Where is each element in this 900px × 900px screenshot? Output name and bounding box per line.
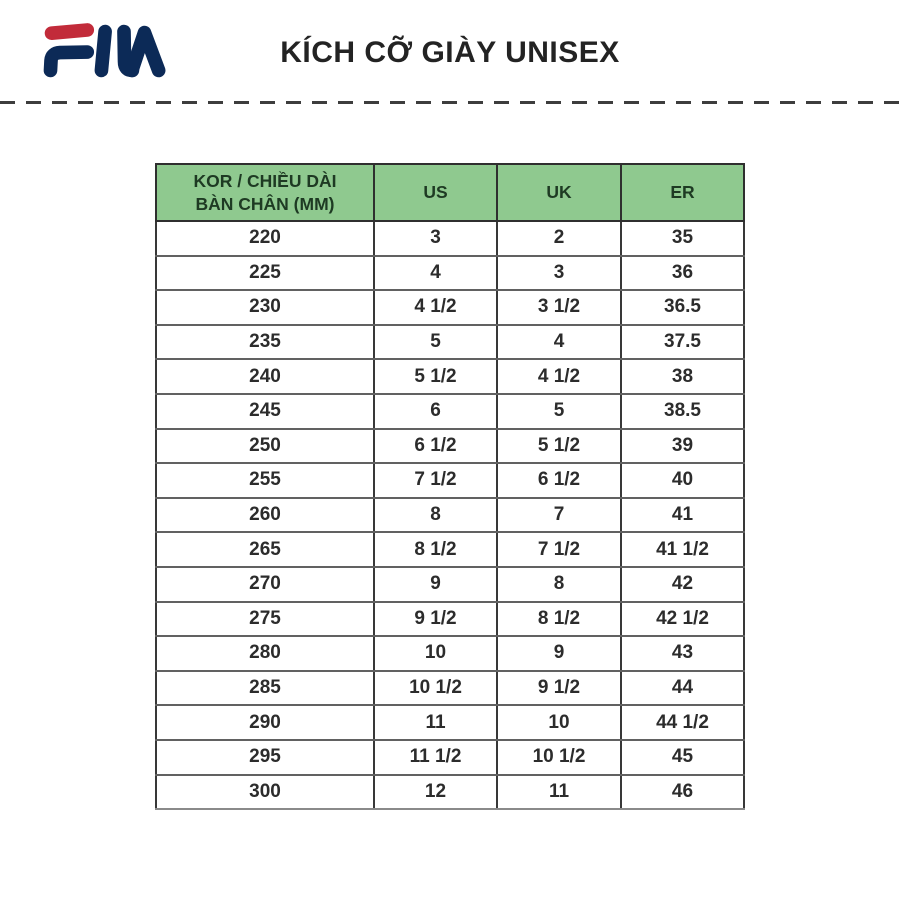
table-cell: 44 (621, 671, 744, 706)
table-cell: 9 (497, 636, 621, 671)
table-cell: 225 (156, 256, 374, 291)
column-header-kor-line1: KOR / CHIỀU DÀI (193, 171, 337, 192)
table-cell: 38.5 (621, 394, 744, 429)
table-cell: 35 (621, 221, 744, 256)
size-conversion-table (155, 163, 745, 810)
size-table-head (156, 164, 744, 221)
dashed-divider (0, 101, 900, 104)
table-row (156, 463, 744, 498)
size-table-body (156, 221, 744, 809)
table-cell: 8 1/2 (497, 602, 621, 637)
table-cell: 270 (156, 567, 374, 602)
table-cell: 42 1/2 (621, 602, 744, 637)
table-cell: 3 (497, 256, 621, 291)
column-header-kor (156, 164, 374, 221)
table-cell: 275 (156, 602, 374, 637)
column-header-uk: UK (497, 164, 621, 221)
table-row (156, 775, 744, 810)
table-cell: 41 (621, 498, 744, 533)
table-cell: 37.5 (621, 325, 744, 360)
table-cell: 8 (374, 498, 497, 533)
table-cell: 40 (621, 463, 744, 498)
table-cell: 45 (621, 740, 744, 775)
table-cell: 5 (374, 325, 497, 360)
table-cell: 42 (621, 567, 744, 602)
table-row (156, 636, 744, 671)
column-header-er: ER (621, 164, 744, 221)
table-cell: 290 (156, 705, 374, 740)
table-cell: 3 1/2 (497, 290, 621, 325)
table-cell: 6 1/2 (497, 463, 621, 498)
table-row (156, 256, 744, 291)
table-cell: 41 1/2 (621, 532, 744, 567)
table-header-row (156, 164, 744, 221)
table-row (156, 740, 744, 775)
table-cell: 250 (156, 429, 374, 464)
table-row (156, 325, 744, 360)
table-cell: 9 (374, 567, 497, 602)
table-cell: 8 (497, 567, 621, 602)
table-cell: 7 (497, 498, 621, 533)
table-cell: 280 (156, 636, 374, 671)
table-cell: 5 (497, 394, 621, 429)
page-title: KÍCH CỠ GIÀY UNISEX (280, 36, 620, 69)
table-cell: 265 (156, 532, 374, 567)
table-cell: 5 1/2 (497, 429, 621, 464)
table-cell: 240 (156, 359, 374, 394)
table-cell: 245 (156, 394, 374, 429)
table-cell: 8 1/2 (374, 532, 497, 567)
column-header-us: US (374, 164, 497, 221)
table-cell: 46 (621, 775, 744, 810)
table-cell: 235 (156, 325, 374, 360)
table-cell: 4 1/2 (374, 290, 497, 325)
table-cell: 5 1/2 (374, 359, 497, 394)
table-row (156, 498, 744, 533)
table-cell: 7 1/2 (497, 532, 621, 567)
table-cell: 10 (374, 636, 497, 671)
table-row (156, 429, 744, 464)
table-cell: 11 1/2 (374, 740, 497, 775)
table-row (156, 290, 744, 325)
table-cell: 6 1/2 (374, 429, 497, 464)
table-cell: 295 (156, 740, 374, 775)
table-cell: 255 (156, 463, 374, 498)
table-cell: 300 (156, 775, 374, 810)
table-row (156, 567, 744, 602)
table-cell: 4 (374, 256, 497, 291)
table-cell: 12 (374, 775, 497, 810)
table-row (156, 359, 744, 394)
table-cell: 230 (156, 290, 374, 325)
column-header-kor-line2: BÀN CHÂN (MM) (195, 193, 335, 214)
table-row (156, 671, 744, 706)
table-cell: 4 1/2 (497, 359, 621, 394)
table-row (156, 602, 744, 637)
table-row (156, 221, 744, 256)
table-row (156, 532, 744, 567)
table-cell: 38 (621, 359, 744, 394)
fila-logo-red-bar (52, 30, 88, 33)
table-cell: 10 1/2 (374, 671, 497, 706)
table-cell: 43 (621, 636, 744, 671)
table-cell: 7 1/2 (374, 463, 497, 498)
table-cell: 9 1/2 (374, 602, 497, 637)
table-cell: 39 (621, 429, 744, 464)
table-cell: 11 (497, 775, 621, 810)
table-cell: 36 (621, 256, 744, 291)
table-row (156, 394, 744, 429)
table-cell: 9 1/2 (497, 671, 621, 706)
table-cell: 4 (497, 325, 621, 360)
table-cell: 10 1/2 (497, 740, 621, 775)
table-cell: 285 (156, 671, 374, 706)
table-cell: 44 1/2 (621, 705, 744, 740)
table-cell: 2 (497, 221, 621, 256)
table-cell: 6 (374, 394, 497, 429)
table-cell: 10 (497, 705, 621, 740)
table-row (156, 705, 744, 740)
table-cell: 36.5 (621, 290, 744, 325)
table-cell: 3 (374, 221, 497, 256)
table-cell: 260 (156, 498, 374, 533)
table-cell: 220 (156, 221, 374, 256)
table-cell: 11 (374, 705, 497, 740)
